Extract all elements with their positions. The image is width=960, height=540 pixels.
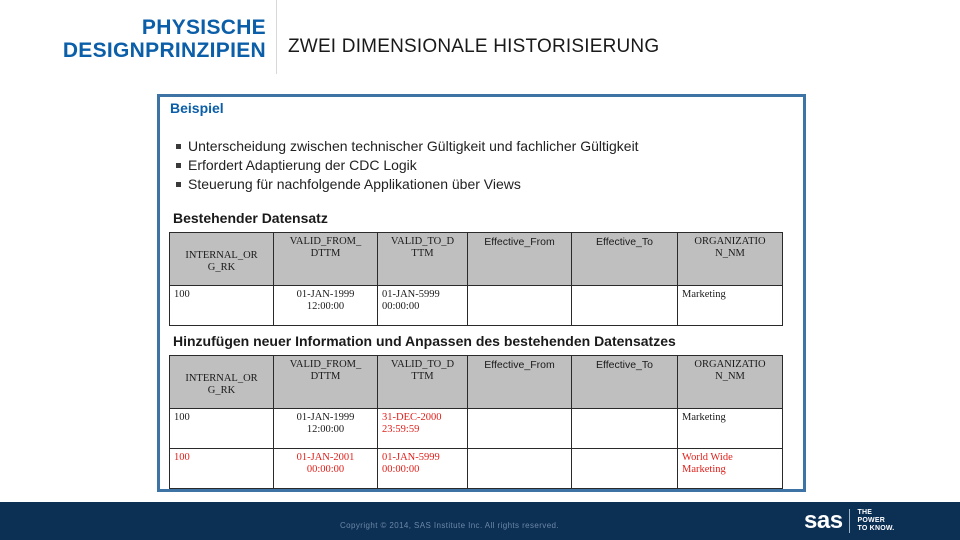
column-header: Effective_From <box>468 233 572 286</box>
tagline-line1: THE <box>857 509 873 516</box>
section-title <box>0 16 266 62</box>
table-cell <box>468 409 572 449</box>
column-header: VALID_TO_D TTM <box>378 233 468 286</box>
tagline-line3: TO KNOW. <box>857 525 895 532</box>
table-cell <box>572 449 678 489</box>
sas-logo-wordmark: sas <box>804 507 843 534</box>
updated-record-table <box>169 355 783 489</box>
table-row <box>170 449 783 489</box>
square-bullet-icon <box>176 144 181 149</box>
table1-heading: Bestehender Datensatz <box>173 210 328 226</box>
bullet-item <box>176 175 639 194</box>
table-row <box>170 286 783 326</box>
table-cell: 01-JAN-2001 00:00:00 <box>274 449 378 489</box>
sas-logo <box>804 508 894 534</box>
section-title-line2: DESIGNPRINZIPIEN <box>62 39 266 62</box>
existing-record-table <box>169 232 783 326</box>
table-cell: Marketing <box>678 286 783 326</box>
bullet-text: Steuerung für nachfolgende Applikationen über Views <box>188 176 521 192</box>
table-header-row <box>170 356 783 409</box>
table-cell: 100 <box>170 409 274 449</box>
square-bullet-icon <box>176 182 181 187</box>
logo-divider <box>849 509 850 533</box>
table-cell: 01-JAN-5999 00:00:00 <box>378 449 468 489</box>
table-cell: 31-DEC-2000 23:59:59 <box>378 409 468 449</box>
example-box <box>157 94 806 492</box>
table-header-row <box>170 233 783 286</box>
bullet-list <box>176 137 639 194</box>
table-cell: Marketing <box>678 409 783 449</box>
column-header: VALID_FROM_ DTTM <box>274 356 378 409</box>
tagline-line2: POWER <box>857 517 885 524</box>
table-cell: 01-JAN-1999 12:00:00 <box>274 409 378 449</box>
table-row <box>170 409 783 449</box>
column-header: VALID_FROM_ DTTM <box>274 233 378 286</box>
column-header: Effective_To <box>572 233 678 286</box>
table-cell <box>468 449 572 489</box>
bullet-text: Erfordert Adaptierung der CDC Logik <box>188 157 417 173</box>
table-cell: 01-JAN-5999 00:00:00 <box>378 286 468 326</box>
title-divider <box>276 0 277 74</box>
footer-bar <box>0 502 960 540</box>
box-heading: Beispiel <box>170 100 224 116</box>
logo-tagline <box>858 509 895 533</box>
square-bullet-icon <box>176 163 181 168</box>
copyright-text: Copyright © 2014, SAS Institute Inc. All rights reserved. <box>340 521 560 530</box>
bullet-item <box>176 156 639 175</box>
table-cell: World Wide Marketing <box>678 449 783 489</box>
column-header: VALID_TO_D TTM <box>378 356 468 409</box>
column-header: INTERNAL_OR G_RK <box>170 356 274 409</box>
slide-title: ZWEI DIMENSIONALE HISTORISIERUNG <box>288 36 660 57</box>
table-cell <box>468 286 572 326</box>
column-header: INTERNAL_OR G_RK <box>170 233 274 286</box>
table-cell: 100 <box>170 449 274 489</box>
column-header: Effective_To <box>572 356 678 409</box>
table-cell <box>572 409 678 449</box>
table-cell <box>572 286 678 326</box>
bullet-text: Unterscheidung zwischen technischer Gültigkeit und fachlicher Gültigkeit <box>188 138 639 154</box>
bullet-item <box>176 137 639 156</box>
column-header: ORGANIZATIO N_NM <box>678 233 783 286</box>
column-header: Effective_From <box>468 356 572 409</box>
column-header: ORGANIZATIO N_NM <box>678 356 783 409</box>
section-title-line1: PHYSISCHE <box>141 16 266 39</box>
table2-heading: Hinzufügen neuer Information und Anpassen des bestehenden Datensatzes <box>173 333 676 349</box>
table-cell: 100 <box>170 286 274 326</box>
table-cell: 01-JAN-1999 12:00:00 <box>274 286 378 326</box>
